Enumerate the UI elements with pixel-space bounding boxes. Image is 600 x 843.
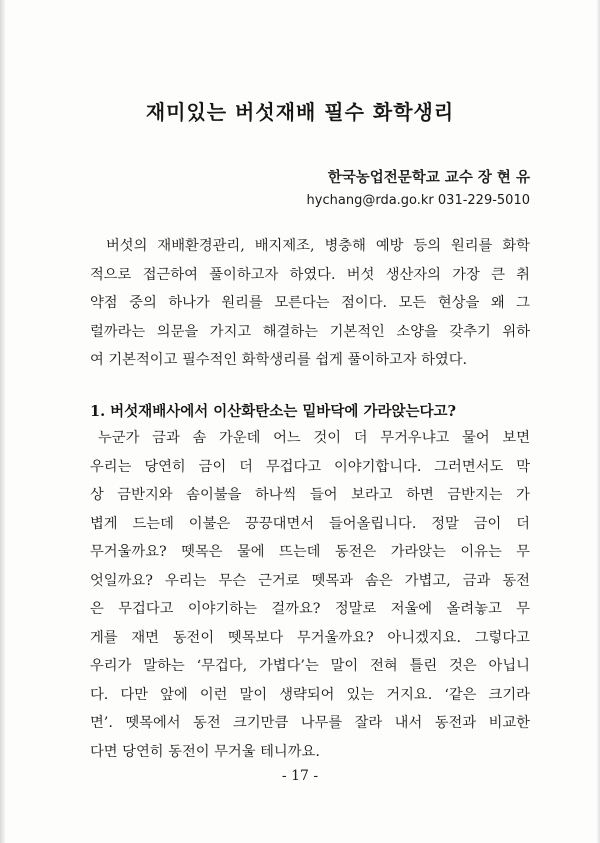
scan-edge-left bbox=[0, 0, 6, 843]
scan-edge-right bbox=[596, 0, 600, 843]
intro-line: 럴까라는 의문을 가지고 해결하는 기본적인 소양을 갖추기 위하 bbox=[90, 323, 530, 340]
author-line: 한국농업전문학교 교수 장 현 유 bbox=[327, 169, 530, 186]
section-line: 누군가 금과 솜 가운데 어느 것이 더 무거우냐고 물어 보면 bbox=[98, 430, 530, 446]
section-line: 엇일까요? 우리는 무슨 근거로 뗏목과 솜은 가볍고, 금과 동전 bbox=[90, 572, 530, 589]
page-number: - 17 - bbox=[281, 768, 319, 784]
intro-paragraph bbox=[90, 232, 530, 375]
intro-line: 버섯의 재배환경관리, 배지제조, 병충해 예방 등의 원리를 화학 bbox=[106, 238, 530, 254]
intro-line: 적으로 접근하여 풀이하고자 하였다. 버섯 생산자의 가장 큰 취 bbox=[90, 266, 530, 283]
document-title: 재미있는 버섯재배 필수 화학생리 bbox=[145, 100, 455, 124]
section-line: 다. 다만 앞에 이런 말이 생략되어 있는 거지요. ‘같은 크기라 bbox=[90, 686, 530, 703]
section-line: 무거울까요? 뗏목은 물에 뜨는데 동전은 가라앉는 이유는 무 bbox=[90, 544, 530, 560]
section-heading: 1. 버섯재배사에서 이산화탄소는 밑바닥에 가라앉는다고? bbox=[90, 403, 456, 420]
section-line: 우리는 당연히 금이 더 무겁다고 이야기합니다. 그러면서도 막 bbox=[90, 458, 530, 475]
section-line: 우리가 말하는 ‘무겁다, 가볍다’는 말이 전혀 틀린 것은 아닙니 bbox=[90, 658, 530, 674]
section-paragraph bbox=[90, 424, 530, 766]
section-line: 상 금반지와 솜이불을 하나씩 들어 보라고 하면 금반지는 가 bbox=[90, 487, 530, 503]
contact-line: hychang@rda.go.kr 031-229-5010 bbox=[306, 193, 530, 208]
section-line: 은 무겁다고 이야기하는 걸까요? 정말로 저울에 올려놓고 무 bbox=[90, 601, 530, 617]
section-line: 다면 당연히 동전이 무거울 테니까요. bbox=[90, 743, 320, 760]
section-line: 게를 재면 동전이 뗏목보다 무거울까요? 아니겠지요. 그렇다고 bbox=[90, 629, 530, 646]
section-line: 면’. 뗏목에서 동전 크기만큼 나무를 잘라 내서 동전과 비교한 bbox=[90, 715, 530, 731]
intro-line: 여 기본적이고 필수적인 화학생리를 쉽게 풀이하고자 하였다. bbox=[90, 352, 468, 368]
intro-line: 약점 중의 하나가 원리를 모른다는 점이다. 모든 현상을 왜 그 bbox=[90, 295, 530, 311]
section-line: 볍게 드는데 이불은 끙끙대면서 들어올립니다. 정말 금이 더 bbox=[90, 515, 530, 532]
